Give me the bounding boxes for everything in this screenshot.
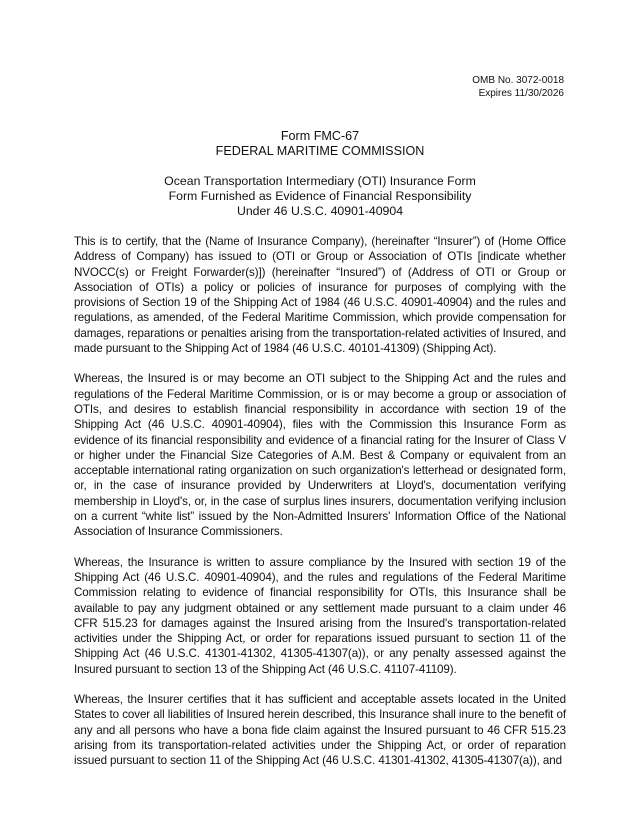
form-number: Form FMC-67 <box>280 129 360 143</box>
form-title-line-3: Under 46 U.S.C. 40901-40904 <box>236 204 404 218</box>
form-title <box>74 174 566 219</box>
omb-expiration: Expires 11/30/2026 <box>478 88 564 99</box>
paragraph-certification: This is to certify, that the (Name of Insurance Company), (hereinafter “Insurer”) of (Home Office Address of Company) has issued to (OTI or Group or Association of OTIs [indicate whether NVOCC(s) or Freight Forwarder(s)]) (hereinafter “Insured”) of (Address of OTI or Group or Association of OTIs) a policy or policies of insurance for purposes of complying with the provisions of Section 19 of the Shipping Act of 1984 (46 U.S.C. 40901-40904) and the rules and regulations, as amended, of the Federal Maritime Commission, which provide compensation for damages, reparations or penalties arising from the transportation-related activities of Insured, and made pursuant to the Shipping Act of 1984 (46 U.S.C. 40101-41309) (Shipping Act). <box>74 235 566 356</box>
paragraph-whereas-insurance: Whereas, the Insurance is written to assure compliance by the Insured with section 19 of the Shipping Act (46 U.S.C. 40901-40904), and the rules and regulations of the Federal Maritime Commission relating to evidence of financial responsibility for OTIs, this Insurance shall be available to pay any judgment obtained or any settlement made pursuant to a claim under 46 CFR 515.23 for damages against the Insured arising from the Insured's transportation-related activities under the Shipping Act, or order for reparations issued pursuant to section 11 of the Shipping Act (46 U.S.C. 41301-41302, 41305-41307(a)), or any penalty assessed against the Insured pursuant to section 13 of the Shipping Act (46 U.S.C. 41107-41109). <box>74 555 566 676</box>
paragraph-whereas-insurer: Whereas, the Insurer certifies that it has sufficient and acceptable assets located in the United States to cover all liabilities of Insured herein described, this Insurance shall inure to the benefit of any and all persons who have a bona fide claim against the Insured pursuant to 46 CFR 515.23 arising from its transportation-related activities under the Shipping Act, or order of reparation issued pursuant to section 11 of the Shipping Act (46 U.S.C. 41301-41302, 41305-41307(a)), and <box>74 693 566 768</box>
omb-number: OMB No. 3072-0018 <box>472 75 564 86</box>
paragraph-whereas-insured: Whereas, the Insured is or may become an OTI subject to the Shipping Act and the rules and regulations of the Federal Maritime Commission, or is or may become a group or association of OTIs, and desires to establish financial responsibility in accordance with section 19 of the Shipping Act (46 U.S.C. 40901-40904), files with the Commission this Insurance Form as evidence of its financial responsibility and evidence of a financial rating for the Insurer of Class V or higher under the Financial Size Categories of A.M. Best & Company or equivalent from an acceptable international rating organization on such organization's letterhead or designated form, or, in the case of insurance provided by Underwriters at Lloyd's, documentation verifying membership in Lloyd's, or, in the case of surplus lines insurers, documentation verifying inclusion on a current “white list” issued by the Non-Admitted Insurers' Information Office of the National Association of Insurance Commissioners. <box>74 372 566 539</box>
form-heading <box>74 129 566 159</box>
form-title-line-2: Form Furnished as Evidence of Financial Responsibility <box>168 189 472 203</box>
omb-block <box>74 74 564 100</box>
form-title-line-1: Ocean Transportation Intermediary (OTI) Insurance Form <box>164 174 476 188</box>
agency-name: FEDERAL MARITIME COMMISSION <box>215 144 425 158</box>
document-body <box>74 234 566 769</box>
